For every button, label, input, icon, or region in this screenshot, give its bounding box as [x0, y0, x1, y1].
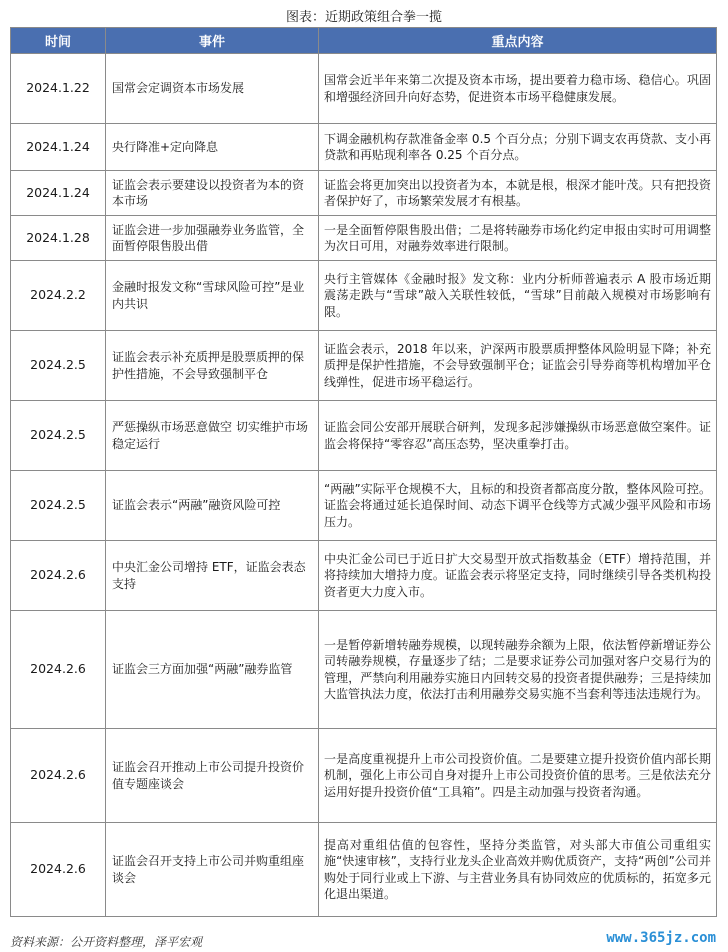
cell-event: 证监会三方面加强“两融”融券监管 — [106, 611, 319, 729]
cell-content: 证监会表示，2018 年以来，沪深两市股票质押整体风险明显下降；补充质押是保护性措施，不会导致强制平仓；证监会引导券商等机构增加平仓线弹性，促进市场平稳运行。 — [319, 331, 717, 401]
cell-date: 2024.2.5 — [11, 331, 106, 401]
table-row — [11, 216, 717, 261]
cell-event: 中央汇金公司增持 ETF，证监会表态支持 — [106, 541, 319, 611]
cell-content: 一是暂停新增转融券规模，以现转融券余额为上限，依法暂停新增证券公司转融券规模，存量逐步了结；二是要求证券公司加强对客户交易行为的管理，严禁向利用融券实施日内回转交易的投资者提供融券；三是持续加大监管执法力度，依法打击利用融券交易实施不当套利等违法违规行为。 — [319, 611, 717, 729]
cell-event: 证监会召开支持上市公司并购重组座谈会 — [106, 823, 319, 917]
cell-date: 2024.1.24 — [11, 124, 106, 171]
table-header-row — [11, 28, 717, 54]
cell-event: 央行降准+定向降息 — [106, 124, 319, 171]
header-content: 重点内容 — [319, 28, 717, 54]
cell-event: 证监会表示补充质押是股票质押的保护性措施，不会导致强制平仓 — [106, 331, 319, 401]
cell-event: 严惩操纵市场恶意做空 切实维护市场稳定运行 — [106, 401, 319, 471]
cell-content: 一是全面暂停限售股出借；二是将转融券市场化约定申报由实时可用调整为次日可用，对融券效率进行限制。 — [319, 216, 717, 261]
table-row — [11, 471, 717, 541]
cell-content: 央行主管媒体《金融时报》发文称：业内分析师普遍表示 A 股市场近期震荡走跌与“雪球”敲入关联性较低，“雪球”目前敲入规模对市场影响有限。 — [319, 261, 717, 331]
cell-date: 2024.2.5 — [11, 401, 106, 471]
cell-event: 金融时报发文称“雪球风险可控”是业内共识 — [106, 261, 319, 331]
table-row — [11, 611, 717, 729]
cell-date: 2024.2.6 — [11, 541, 106, 611]
source-note: 资料来源：公开资料整理，泽平宏观 — [10, 935, 203, 949]
table-row — [11, 54, 717, 124]
table-title: 图表：近期政策组合拳一揽 — [285, 10, 442, 25]
header-date: 时间 — [11, 28, 106, 54]
cell-content: 国常会近半年来第二次提及资本市场，提出要着力稳市场、稳信心。巩固和增强经济回升向好态势，促进资本市场平稳健康发展。 — [319, 54, 717, 124]
table-row — [11, 171, 717, 216]
cell-date: 2024.2.5 — [11, 471, 106, 541]
cell-date: 2024.1.24 — [11, 171, 106, 216]
cell-event: 证监会召开推动上市公司提升投资价值专题座谈会 — [106, 729, 319, 823]
watermark-logo: www.365jz.com — [606, 930, 716, 946]
table-row — [11, 823, 717, 917]
cell-content: 证监会同公安部开展联合研判，发现多起涉嫌操纵市场恶意做空案件。证监会将保持“零容忍”高压态势，坚决重拳打击。 — [319, 401, 717, 471]
table-row — [11, 124, 717, 171]
table-row — [11, 331, 717, 401]
cell-content: 中央汇金公司已于近日扩大交易型开放式指数基金（ETF）增持范围，并将持续加大增持力度。证监会表示将坚定支持，同时继续引导各类机构投资者更大力度入市。 — [319, 541, 717, 611]
cell-event: 证监会进一步加强融券业务监管，全面暂停限售股出借 — [106, 216, 319, 261]
cell-date: 2024.2.6 — [11, 611, 106, 729]
policy-table — [10, 27, 717, 917]
cell-date: 2024.2.2 — [11, 261, 106, 331]
cell-date: 2024.1.28 — [11, 216, 106, 261]
cell-event: 证监会表示“两融”融资风险可控 — [106, 471, 319, 541]
cell-content: 证监会将更加突出以投资者为本，本就是根，根深才能叶茂。只有把投资者保护好了，市场繁荣发展才有根基。 — [319, 171, 717, 216]
header-event: 事件 — [106, 28, 319, 54]
table-row — [11, 401, 717, 471]
table-row — [11, 541, 717, 611]
cell-date: 2024.2.6 — [11, 823, 106, 917]
cell-content: “两融”实际平仓规模不大，且标的和投资者都高度分散，整体风险可控。证监会将通过延长追保时间、动态下调平仓线等方式减少强平风险和市场压力。 — [319, 471, 717, 541]
cell-event: 国常会定调资本市场发展 — [106, 54, 319, 124]
cell-content: 下调金融机构存款准备金率 0.5 个百分点；分别下调支农再贷款、支小再贷款和再贴现利率各 0.25 个百分点。 — [319, 124, 717, 171]
cell-date: 2024.2.6 — [11, 729, 106, 823]
cell-content: 提高对重组估值的包容性，坚持分类监管，对头部大市值公司重组实施“快速审核”，支持行业龙头企业高效并购优质资产，支持“两创”公司并购处于同行业或上下游、与主营业务具有协同效应的优质标的，拓宽多元化退出渠道。 — [319, 823, 717, 917]
cell-event: 证监会表示要建设以投资者为本的资本市场 — [106, 171, 319, 216]
cell-date: 2024.1.22 — [11, 54, 106, 124]
table-row — [11, 729, 717, 823]
cell-content: 一是高度重视提升上市公司投资价值。二是要建立提升投资价值内部长期机制，强化上市公司自身对提升上市公司投资价值的思考。三是依法充分运用好提升投资价值“工具箱”。四是主动加强与投资者沟通。 — [319, 729, 717, 823]
table-row — [11, 261, 717, 331]
